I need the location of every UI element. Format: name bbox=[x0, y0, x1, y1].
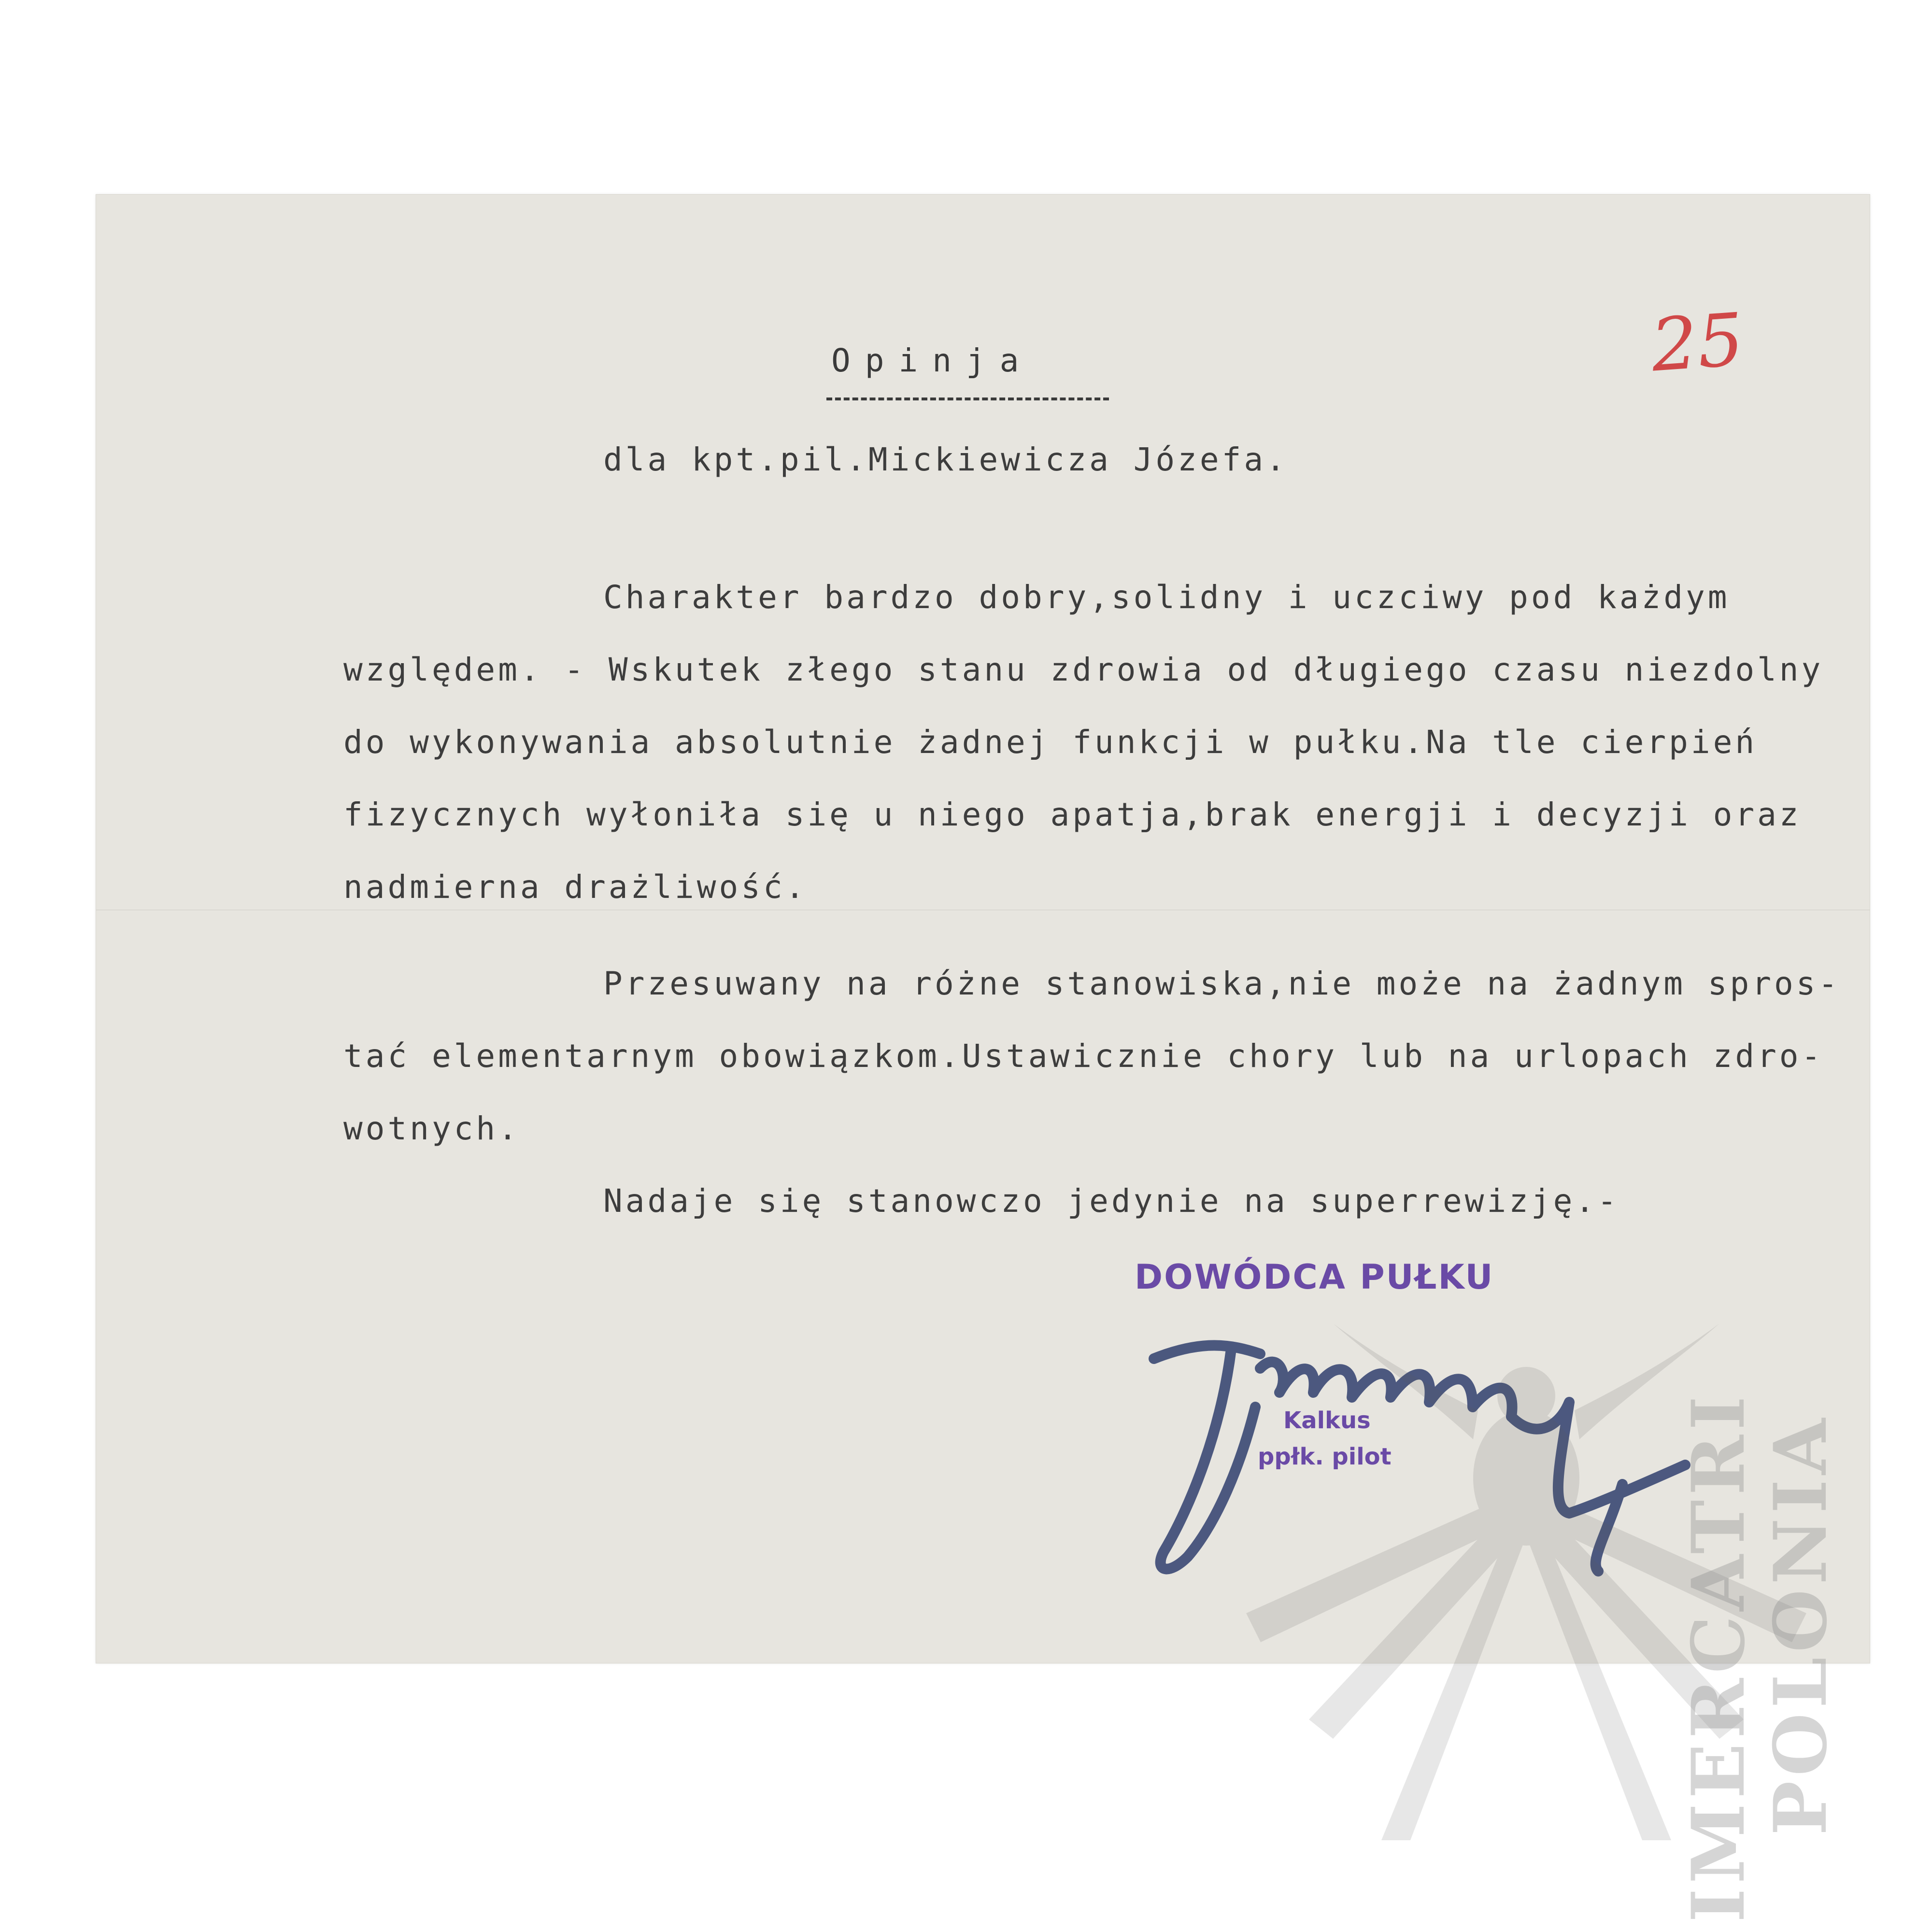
watermark-text-primary: IMERCATRI bbox=[1676, 1391, 1761, 1922]
watermark-text-secondary: POLONIA bbox=[1758, 1413, 1843, 1835]
body-line: Charakter bardzo dobry,solidny i uczciwy pod każdym bbox=[603, 579, 1730, 616]
body-line: Nadaje się stanowczo jedynie na superrewizję.- bbox=[603, 1182, 1619, 1220]
body-line: wotnych. bbox=[343, 1110, 520, 1147]
body-line: tać elementarnym obowiązkom.Ustawicznie chory lub na urlopach zdro- bbox=[343, 1037, 1824, 1075]
document-subtitle: dla kpt.pil.Mickiewicza Józefa. bbox=[603, 441, 1288, 478]
paper-fold bbox=[96, 909, 1870, 910]
title-underline bbox=[826, 398, 1109, 400]
stamp-rank: DOWÓDCA PUŁKU bbox=[1135, 1257, 1494, 1297]
stamp-grade: ppłk. pilot bbox=[1258, 1443, 1392, 1470]
document-title: Opinja bbox=[831, 342, 1034, 379]
body-line: Przesuwany na różne stanowiska,nie może na żadnym spros- bbox=[603, 965, 1841, 1002]
stamp-name: Kalkus bbox=[1283, 1407, 1371, 1434]
body-line: względem. - Wskutek złego stanu zdrowia od długiego czasu niezdolny bbox=[343, 651, 1824, 688]
body-line: fizycznych wyłoniła się u niego apatja,brak energji i decyzji oraz bbox=[343, 796, 1802, 833]
body-line: nadmierna drażliwość. bbox=[343, 868, 808, 906]
body-line: do wykonywania absolutnie żadnej funkcji w pułku.Na tle cierpień bbox=[343, 724, 1758, 761]
handwritten-number: 25 bbox=[1648, 298, 1747, 388]
